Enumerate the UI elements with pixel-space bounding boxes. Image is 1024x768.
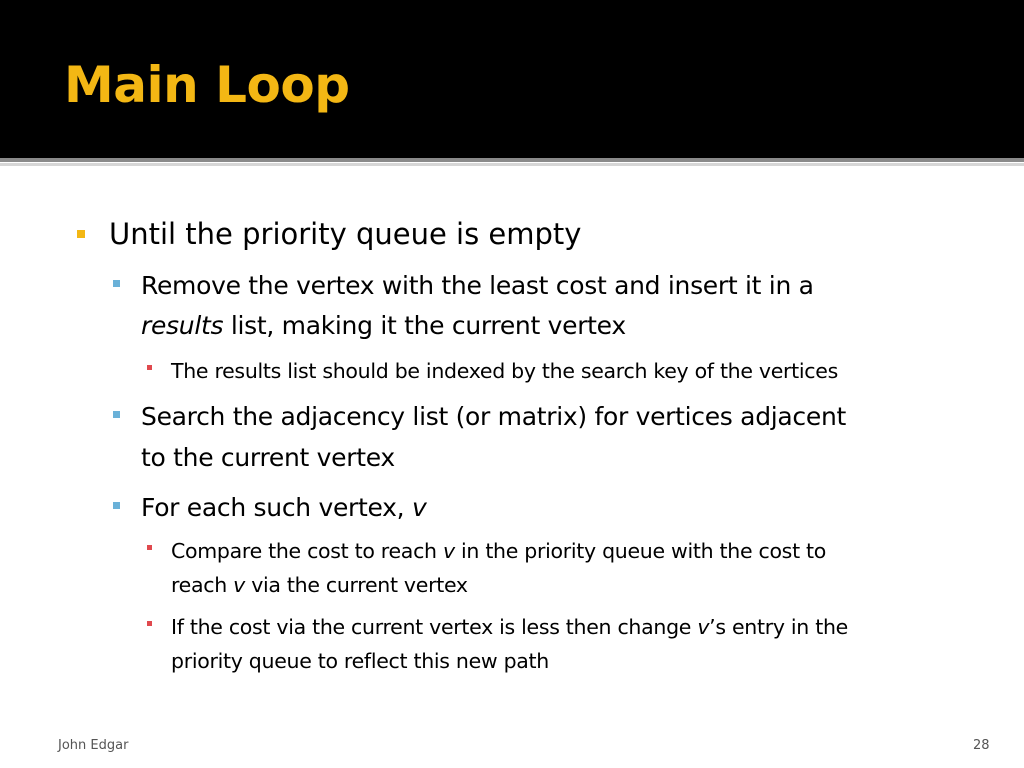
bullet-level1 bbox=[109, 215, 581, 253]
bullet-level2 bbox=[141, 488, 426, 528]
bullet-text: in the priority queue with the cost to bbox=[454, 539, 827, 563]
bullet-text: The results list should be indexed by the search key of the vertices bbox=[171, 359, 838, 383]
bullet-text: Until the priority queue is empty bbox=[109, 217, 582, 251]
title-divider-shadow bbox=[0, 163, 1024, 166]
bullet-text: If the cost via the current vertex is less then change bbox=[171, 615, 698, 639]
bullet-level3 bbox=[171, 610, 848, 644]
italic-variable: v bbox=[697, 615, 710, 639]
title-divider bbox=[0, 158, 1024, 162]
bullet-text: via the current vertex bbox=[244, 573, 468, 597]
bullet-level3 bbox=[171, 354, 838, 388]
bullet-text: priority queue to reflect this new path bbox=[171, 649, 549, 673]
bullet-marker-blue-square bbox=[113, 502, 120, 509]
bullet-text: Compare the cost to reach bbox=[171, 539, 443, 563]
bullet-marker-red-square bbox=[147, 545, 152, 550]
bullet-text: ’s entry in the bbox=[709, 615, 848, 639]
italic-variable: v bbox=[233, 573, 245, 597]
page-number: 28 bbox=[973, 738, 990, 753]
bullet-marker-blue-square bbox=[113, 280, 120, 287]
bullet-text: list, making it the current vertex bbox=[223, 311, 626, 340]
italic-variable: v bbox=[411, 493, 427, 522]
bullet-marker-red-square bbox=[147, 365, 152, 370]
bullet-marker-blue-square bbox=[113, 411, 120, 418]
bullet-level3 bbox=[171, 534, 826, 568]
bullet-continuation bbox=[141, 306, 626, 346]
bullet-marker-gold-square bbox=[77, 230, 85, 238]
bullet-level2 bbox=[141, 397, 846, 437]
bullet-continuation bbox=[141, 438, 395, 478]
title-bar bbox=[0, 0, 1024, 158]
bullet-text: Remove the vertex with the least cost and insert it in a bbox=[141, 271, 814, 300]
bullet-text: reach bbox=[171, 573, 234, 597]
bullet-level2 bbox=[141, 266, 814, 306]
bullet-continuation bbox=[171, 568, 468, 602]
italic-term: results bbox=[141, 311, 224, 340]
italic-variable: v bbox=[442, 539, 455, 563]
bullet-text: Search the adjacency list (or matrix) for vertices adjacent bbox=[141, 402, 847, 431]
bullet-marker-red-square bbox=[147, 621, 152, 626]
bullet-text: For each such vertex, bbox=[141, 493, 412, 522]
footer-author: John Edgar bbox=[58, 738, 129, 753]
bullet-continuation bbox=[171, 644, 549, 678]
slide-title: Main Loop bbox=[64, 56, 350, 114]
bullet-text: to the current vertex bbox=[141, 443, 395, 472]
